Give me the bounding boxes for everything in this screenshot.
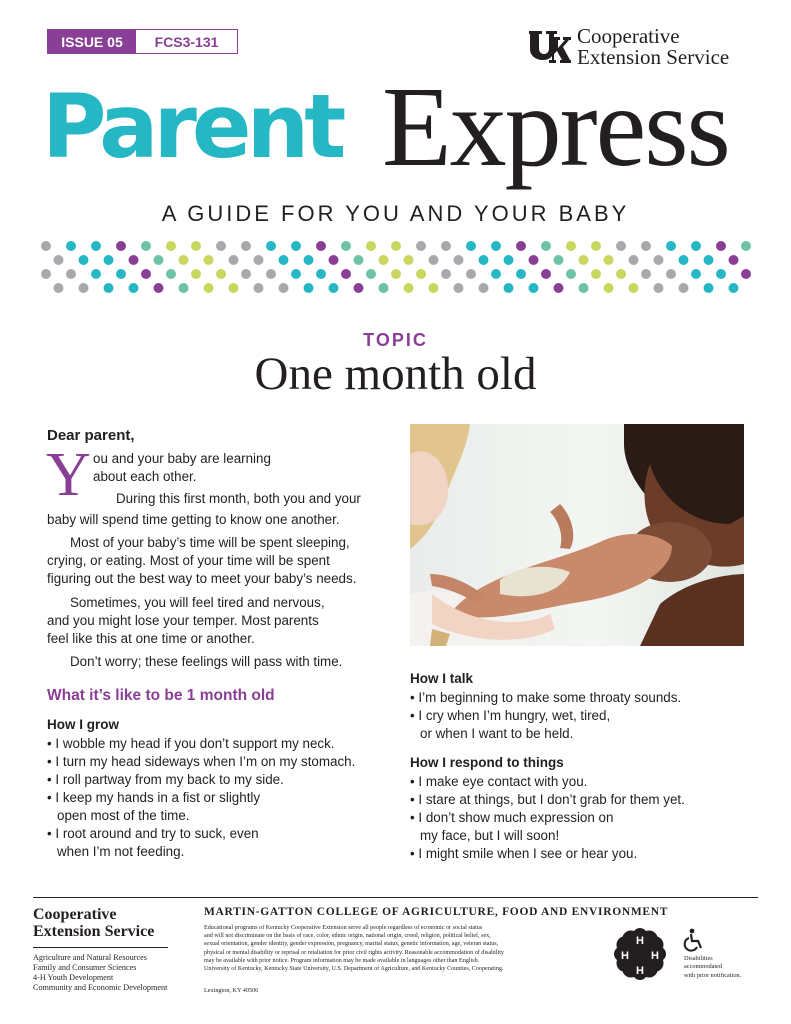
decorative-dot	[579, 283, 589, 293]
decorative-dot	[229, 283, 239, 293]
masthead-parent: Parent	[42, 75, 342, 178]
section-heading: What it’s like to be 1 month old	[47, 687, 275, 704]
grow-item: • I keep my hands in a fist or slightly	[47, 790, 261, 805]
decorative-dot	[591, 241, 601, 251]
decorative-dot	[691, 241, 701, 251]
parents-holding-baby-photo	[410, 424, 744, 646]
decorative-dot	[329, 255, 339, 265]
decorative-dot	[604, 255, 614, 265]
decorative-dot	[666, 241, 676, 251]
cooperative-extension-wordmark: Cooperative Extension Service	[577, 24, 730, 69]
how-i-respond-heading: How I respond to things	[410, 755, 564, 770]
decorative-dot	[141, 269, 151, 279]
decorative-dot	[491, 241, 501, 251]
letter-line: Sometimes, you will feel tired and nervous,	[70, 595, 325, 610]
decorative-dot	[429, 255, 439, 265]
decorative-dot	[366, 241, 376, 251]
decorative-dot	[366, 269, 376, 279]
issue-number: ISSUE 05	[48, 30, 136, 53]
decorative-dot	[204, 283, 214, 293]
decorative-dot	[504, 255, 514, 265]
decorative-dot	[91, 269, 101, 279]
letter-line: figuring out the best way to meet your baby’s needs.	[47, 571, 357, 586]
decorative-dot	[629, 255, 639, 265]
letter-line: crying, or eating. Most of your time will be spent	[47, 553, 330, 568]
decorative-dot	[291, 241, 301, 251]
talk-item: • I cry when I’m hungry, wet, tired,	[410, 708, 611, 723]
decorative-dot	[479, 283, 489, 293]
decorative-dot	[54, 283, 64, 293]
decorative-dot	[541, 269, 551, 279]
decorative-dot	[241, 241, 251, 251]
decorative-dot	[41, 269, 51, 279]
letter-line: Don’t worry; these feelings will pass with time.	[70, 654, 343, 669]
decorative-dot	[166, 269, 176, 279]
decorative-dot	[441, 269, 451, 279]
footer-program-units: Agriculture and Natural Resources Family and Consumer Sciences 4-H Youth Development Community and Economic Development	[33, 953, 168, 992]
decorative-dot	[379, 255, 389, 265]
drop-cap: Y	[46, 441, 91, 509]
decorative-dot	[104, 255, 114, 265]
decorative-dot	[241, 269, 251, 279]
decorative-dot	[391, 241, 401, 251]
letter-line: During this first month, both you and your	[116, 491, 361, 506]
decorative-dot	[154, 283, 164, 293]
decorative-dot	[529, 255, 539, 265]
decorative-dot	[441, 241, 451, 251]
decorative-dot	[654, 283, 664, 293]
decorative-dot	[616, 241, 626, 251]
uk-logo-icon	[527, 27, 571, 67]
footer-divider	[33, 897, 758, 898]
decorative-dot	[129, 283, 139, 293]
decorative-dot	[341, 269, 351, 279]
decorative-dot	[516, 241, 526, 251]
decorative-dot	[66, 241, 76, 251]
grow-item: • I turn my head sideways when I’m on my stomach.	[47, 754, 356, 769]
decorative-dot	[91, 241, 101, 251]
decorative-dot	[729, 255, 739, 265]
respond-item: my face, but I will soon!	[420, 828, 560, 843]
decorative-dot	[141, 241, 151, 251]
accessibility-icon	[683, 928, 705, 952]
svg-text:H: H	[636, 935, 644, 947]
masthead-title	[42, 63, 762, 198]
decorative-dot	[191, 241, 201, 251]
masthead-express: Express	[382, 63, 729, 190]
grow-item: • I root around and try to suck, even	[47, 826, 259, 841]
decorative-dot	[729, 283, 739, 293]
decorative-dot	[316, 269, 326, 279]
respond-item: • I make eye contact with you.	[410, 774, 588, 789]
decorative-dot	[216, 241, 226, 251]
decorative-dot	[566, 269, 576, 279]
decorative-dot	[41, 241, 51, 251]
letter-line: Most of your baby’s time will be spent sleeping,	[70, 535, 350, 550]
decorative-dot	[741, 241, 751, 251]
decorative-dot	[679, 283, 689, 293]
topic-headline: One month old	[254, 348, 537, 400]
decorative-dot	[104, 283, 114, 293]
talk-item: • I’m beginning to make some throaty sounds.	[410, 690, 682, 705]
decorative-dot	[516, 269, 526, 279]
decorative-dot	[716, 241, 726, 251]
decorative-dot	[641, 241, 651, 251]
decorative-dot	[466, 241, 476, 251]
decorative-dot	[116, 269, 126, 279]
letter-line: feel like this at one time or another.	[47, 631, 255, 646]
decorative-dot	[179, 283, 189, 293]
decorative-dot	[54, 255, 64, 265]
decorative-dot	[454, 283, 464, 293]
nondiscrimination-statement: Educational programs of Kentucky Cooperative Extension serve all people regardless of economic or social status and will not discriminate on the basis of race, color, ethnic origin, national origin, creed, religion, political belief, sex, sexual orientation, gender identity, gender expression, pregnancy, marital status, genetic information, age, veteran status, physical or mental disability or reprisal or retaliation for prior civil rights activity. Reasonable accommodation of disability may be available with prior notice. Program information may be made available in languages other than English. University of Kentucky, Kentucky State University, U.S. Department of Agriculture, and Kentucky Counties, Cooperating.	[204, 925, 504, 973]
decorative-dot	[679, 255, 689, 265]
decorative-dot	[579, 255, 589, 265]
svg-text:H: H	[621, 950, 629, 962]
decorative-dot	[341, 241, 351, 251]
decorative-dot	[129, 255, 139, 265]
4h-clover-icon	[610, 925, 670, 983]
decorative-dot	[629, 283, 639, 293]
decorative-dot	[404, 283, 414, 293]
decorative-dot	[691, 269, 701, 279]
decorative-dot	[479, 255, 489, 265]
decorative-dot	[304, 283, 314, 293]
decorative-dot	[654, 255, 664, 265]
svg-text:H: H	[636, 965, 644, 977]
respond-item: • I stare at things, but I don’t grab for them yet.	[410, 792, 685, 807]
decorative-dot	[616, 269, 626, 279]
decorative-dot	[229, 255, 239, 265]
decorative-dot	[404, 255, 414, 265]
decorative-dot	[329, 283, 339, 293]
svg-text:H: H	[651, 950, 659, 962]
respond-item: • I might smile when I see or hear you.	[410, 846, 638, 861]
decorative-dot	[554, 283, 564, 293]
footer-org-divider	[33, 947, 168, 948]
topic-label: TOPIC	[363, 330, 428, 350]
decorative-dot	[541, 241, 551, 251]
address: Lexington, KY 40506	[204, 987, 259, 994]
decorative-dot	[704, 255, 714, 265]
salutation: Dear parent,	[47, 427, 135, 444]
decorative-dot	[566, 241, 576, 251]
how-i-talk-heading: How I talk	[410, 671, 474, 686]
decorative-dot	[166, 241, 176, 251]
letter-line: ou and your baby are learning	[93, 451, 271, 466]
decorative-dot	[79, 283, 89, 293]
decorative-dot	[279, 255, 289, 265]
decorative-dot	[116, 241, 126, 251]
grow-item: • I roll partway from my back to my side.	[47, 772, 284, 787]
decorative-dot	[491, 269, 501, 279]
publication-code: FCS3-131	[154, 33, 219, 50]
decorative-dot	[429, 283, 439, 293]
respond-item: • I don’t show much expression on	[410, 810, 614, 825]
decorative-dot	[354, 255, 364, 265]
college-name: MARTIN-GATTON COLLEGE OF AGRICULTURE, FOOD AND ENVIRONMENT	[204, 906, 669, 918]
decorative-dot	[504, 283, 514, 293]
decorative-dot-pattern	[40, 240, 760, 298]
decorative-dot	[391, 269, 401, 279]
decorative-dot	[316, 241, 326, 251]
decorative-dot	[204, 255, 214, 265]
decorative-dot	[454, 255, 464, 265]
cooperative-extension-logo	[527, 26, 729, 68]
issue-badge	[47, 29, 238, 54]
decorative-dot	[179, 255, 189, 265]
decorative-dot	[216, 269, 226, 279]
letter-line: about each other.	[93, 469, 197, 484]
grow-item: open most of the time.	[57, 808, 190, 823]
decorative-dot	[554, 255, 564, 265]
decorative-dot	[266, 269, 276, 279]
decorative-dot	[291, 269, 301, 279]
decorative-dot	[416, 269, 426, 279]
decorative-dot	[466, 269, 476, 279]
footer-org-name: Cooperative Extension Service	[33, 906, 155, 940]
decorative-dot	[666, 269, 676, 279]
decorative-dot	[66, 269, 76, 279]
decorative-dot	[704, 283, 714, 293]
grow-item: when I’m not feeding.	[57, 844, 185, 859]
talk-item: or when I want to be held.	[420, 726, 574, 741]
decorative-dot	[254, 283, 264, 293]
decorative-dot	[716, 269, 726, 279]
decorative-dot	[279, 283, 289, 293]
decorative-dot	[254, 255, 264, 265]
grow-item: • I wobble my head if you don’t support my neck.	[47, 736, 335, 751]
decorative-dot	[304, 255, 314, 265]
decorative-dot	[79, 255, 89, 265]
decorative-dot	[191, 269, 201, 279]
decorative-dot	[154, 255, 164, 265]
decorative-dot	[266, 241, 276, 251]
decorative-dot	[529, 283, 539, 293]
letter-line: and you might lose your temper. Most parents	[47, 613, 319, 628]
masthead-subtitle: A GUIDE FOR YOU AND YOUR BABY	[161, 201, 630, 226]
decorative-dot	[416, 241, 426, 251]
accessibility-note: Disabilities accommodated with prior notification.	[684, 955, 742, 979]
decorative-dot	[741, 269, 751, 279]
decorative-dot	[591, 269, 601, 279]
decorative-dot	[604, 283, 614, 293]
decorative-dot	[379, 283, 389, 293]
decorative-dot	[354, 283, 364, 293]
letter-line: baby will spend time getting to know one another.	[47, 512, 340, 527]
decorative-dot	[641, 269, 651, 279]
how-i-grow-heading: How I grow	[47, 717, 119, 732]
